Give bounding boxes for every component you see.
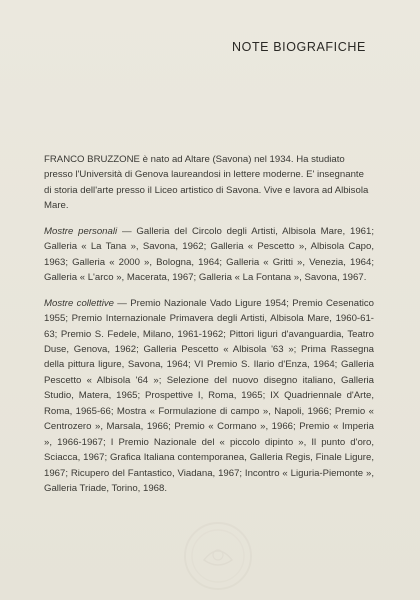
group-exhibitions-label: Mostre collettive	[44, 297, 114, 309]
page-title: NOTE BIOGRAFICHE	[232, 40, 366, 54]
group-exhibitions-list: — Premio Nazionale Vado Ligure 1954; Premio Cesenatico 1955; Premio Internazionale Primavera degli Artisti, Albisola Mare, 1960-61-63; Premio S. Fedele, Milano, 1961-1962; Pittori liguri d'avanguardia, Teatro Duse, Genova, 1962; Galleria Pescetto « Albisola '63 »; Prima Rassegna della pittura ligure, Savona, 1964; VI Premio S. Ilario d'Enza, 1964; Galleria Pescetto « Albisola '64 »; Selezione del nuovo disegno italiano, Galleria Studio, Matera, 1965; Prospettive I, Roma, 1965; IX Quadriennale d'Arte, Roma, 1965-66; Mostra « Formulazione di campo », Napoli, 1966; Premio « Centrozero », Marsala, 1966; Premio « Cormano », 1966; Premio « Imperia », 1966-1967; I Premio Nazionale del « piccolo dipinto », Il punto d'oro, Sciacca, 1967; Grafica Italiana contemporanea, Galleria Regis, Finale Ligure, 1967; Ricupero del Fantastico, Viadana, 1967; Incontro « Liguria-Piemonte », Galleria Triade, Torino, 1968.	[44, 297, 375, 495]
intro-paragraph: FRANCO BRUZZONE è nato ad Altare (Savona) nel 1934. Ha studiato presso l'Università di Genova laureandosi in lettere moderne. E' insegnante di storia dell'arte presso il Liceo artistico di Savona. Vive e lavora ad Albisola Mare.	[44, 154, 369, 212]
personal-exhibitions-paragraph	[44, 224, 374, 286]
personal-exhibitions-list: — Galleria del Circolo degli Artisti, Albisola Mare, 1961; Galleria « La Tana », Savona, 1962; Galleria « Pescetto », Albisola Capo, 1963; Galleria « 2000 », Bologna, 1964; Galleria « Gritti », Venezia, 1964; Galleria « L'arco », Macerata, 1967; Galleria « La Fontana », Savona, 1967.	[44, 225, 374, 284]
group-exhibitions-paragraph	[44, 296, 374, 497]
embossed-seal-icon	[182, 520, 254, 592]
biography-text	[44, 152, 374, 497]
personal-exhibitions-label: Mostre personali	[44, 225, 118, 237]
